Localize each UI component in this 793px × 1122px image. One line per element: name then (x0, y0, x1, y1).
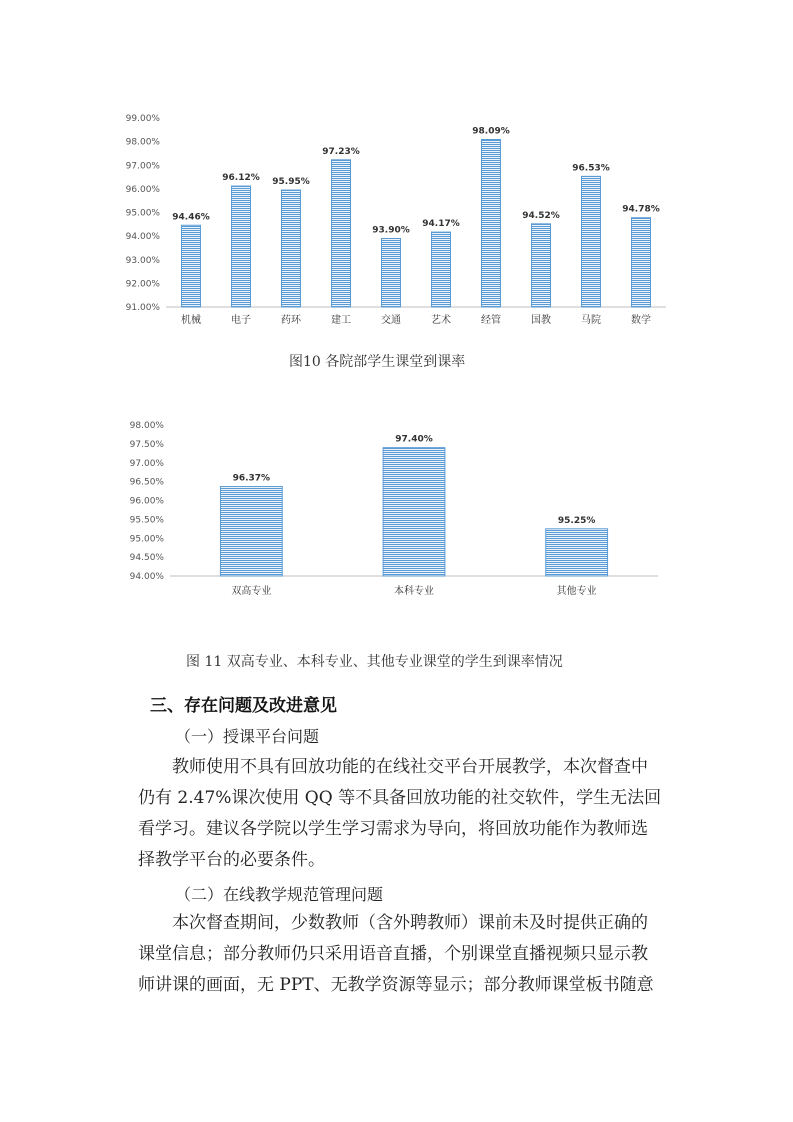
bar (282, 190, 301, 307)
y-tick-label: 95.50% (129, 515, 164, 526)
bar (382, 238, 401, 307)
y-tick-label: 95.00% (129, 534, 164, 545)
paragraph-management (138, 908, 678, 1001)
x-tick-label: 机械 (181, 315, 201, 326)
bar (220, 487, 282, 576)
x-tick-label: 马院 (581, 315, 601, 326)
data-label: 94.52% (522, 210, 560, 221)
y-tick-label: 96.00% (129, 496, 164, 507)
y-tick-label: 97.50% (129, 439, 164, 450)
x-tick-label: 数学 (631, 315, 651, 326)
bar (432, 232, 451, 307)
x-tick-label: 电子 (231, 315, 251, 326)
y-tick-label: 96.00% (125, 184, 160, 195)
data-label: 95.95% (272, 177, 310, 188)
paragraph-line: 择教学平台的必要条件。 (138, 850, 325, 870)
paragraph-line: 仍有 2.47%课次使用 QQ 等不具备回放功能的社交软件，学生无法回 (138, 788, 662, 808)
data-label: 96.12% (222, 173, 260, 184)
y-tick-label: 94.00% (129, 572, 164, 582)
data-label: 97.40% (395, 434, 433, 445)
y-tick-label: 95.00% (125, 208, 160, 219)
data-label: 95.25% (557, 515, 596, 526)
y-tick-label: 94.00% (125, 232, 160, 243)
bar (482, 139, 501, 307)
y-tick-label: 93.00% (125, 255, 160, 266)
bar (582, 176, 601, 307)
data-label: 96.37% (232, 473, 271, 484)
x-tick-label: 其他专业 (556, 586, 597, 597)
x-tick-label: 建工 (331, 315, 351, 326)
chart-major-attendance (130, 421, 658, 597)
paragraph-line: 师讲课的画面，无 PPT、无教学资源等显示；部分教师课堂板书随意 (138, 975, 654, 995)
data-label: 98.09% (472, 126, 510, 137)
y-tick-label: 92.00% (125, 279, 160, 290)
x-tick-label: 双高专业 (231, 586, 272, 597)
x-tick-label: 药环 (281, 315, 301, 326)
y-tick-label: 96.50% (129, 477, 164, 488)
x-tick-label: 国教 (531, 315, 551, 326)
figure-10-caption: 图10 各院部学生课堂到课率 (289, 354, 466, 370)
chart-college-attendance (126, 114, 666, 326)
bar (232, 186, 251, 307)
paragraph-line: 本次督查期间，少数教师（含外聘教师）课前未及时提供正确的 (172, 913, 648, 933)
subheading-management: （二）在线教学规范管理问题 (175, 885, 384, 904)
paragraph-line: 教师使用不具有回放功能的在线社交平台开展教学，本次督查中 (172, 757, 648, 777)
bar (383, 448, 445, 576)
x-tick-label: 本科专业 (394, 586, 434, 597)
x-tick-label: 经管 (481, 315, 501, 326)
bar (546, 529, 608, 576)
bar (182, 225, 201, 307)
y-tick-label: 94.50% (129, 553, 164, 564)
data-label: 97.23% (322, 146, 360, 157)
figure-11-caption: 图 11 双高专业、本科专业、其他专业课堂的学生到课率情况 (186, 654, 563, 670)
x-tick-label: 交通 (381, 315, 401, 326)
y-tick-label: 91.00% (125, 303, 160, 313)
y-tick-label: 97.00% (129, 458, 164, 469)
bar (632, 218, 651, 307)
data-label: 96.53% (572, 163, 610, 174)
data-label: 94.78% (622, 204, 660, 215)
paragraph-line: 课堂信息；部分教师仍只采用语音直播，个别课堂直播视频只显示教 (138, 944, 648, 964)
data-label: 94.17% (422, 219, 460, 230)
bar (532, 224, 551, 307)
data-label: 93.90% (372, 225, 410, 236)
paragraph-platform (138, 752, 678, 876)
y-tick-label: 99.00% (125, 114, 160, 124)
y-tick-label: 97.00% (125, 161, 160, 172)
x-tick-label: 艺术 (431, 315, 451, 326)
y-tick-label: 98.00% (129, 421, 164, 431)
bar (332, 160, 351, 307)
paragraph-line: 看学习。建议各学院以学生学习需求为导向，将回放功能作为教师选 (138, 819, 648, 839)
y-tick-label: 98.00% (125, 137, 160, 148)
data-label: 94.46% (172, 212, 210, 223)
subheading-platform: （一）授课平台问题 (175, 727, 320, 746)
section-heading: 三、存在问题及改进意见 (150, 696, 337, 716)
